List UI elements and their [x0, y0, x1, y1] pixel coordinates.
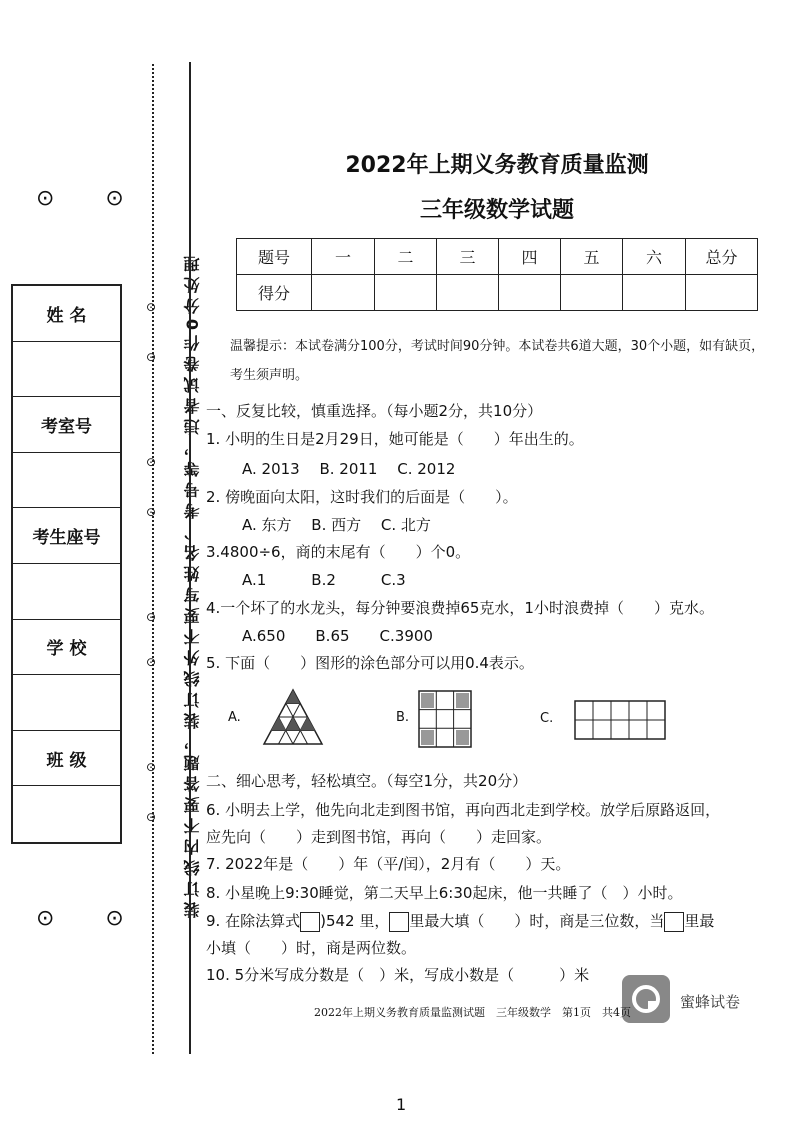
- blank-box: [300, 912, 320, 932]
- score-input-cell[interactable]: [437, 275, 499, 311]
- question-7: 7. 2022年是（ ）年（平/闰），2月有（ ）天。: [206, 855, 571, 873]
- binding-dotted-line: [152, 64, 154, 1054]
- score-input-cell[interactable]: [561, 275, 623, 311]
- score-table-cell: 二: [375, 239, 437, 275]
- score-table-cell: 六: [623, 239, 686, 275]
- question-1-options: A. 2013 B. 2011 C. 2012: [242, 460, 456, 478]
- info-label-class: 班 级: [13, 731, 120, 787]
- question-9-text: 542 里，: [325, 912, 390, 930]
- question-9-line1: [206, 910, 714, 932]
- info-field-room: [13, 453, 120, 509]
- question-9-text: 里最大填（ ）时，商是三位数，当: [409, 912, 665, 930]
- figure-c-strip: [574, 700, 666, 740]
- question-4-options: A.650 B.65 C.3900: [242, 627, 433, 645]
- exam-title: 2022年上期义务教育质量监测: [345, 153, 649, 178]
- binding-circles-top: ⊙ ⊙: [36, 186, 146, 211]
- exam-tip: 温馨提示：本试卷满分100分，考试时间90分钟。本试卷共6道大题，30个小题，如有缺页，考生须声明。: [230, 339, 765, 383]
- binding-dot-mark: ⊙: [146, 760, 157, 774]
- score-table-header-row: [237, 239, 758, 275]
- info-label-room: 考室号: [13, 397, 120, 453]
- figure-a-label: A.: [228, 710, 241, 725]
- info-field-school: [13, 675, 120, 731]
- score-table-cell: 题号: [237, 239, 312, 275]
- score-table-cell: 得分: [237, 275, 312, 311]
- section1-heading: 一、反复比较，慎重选择。（每小题2分，共10分）: [206, 402, 543, 420]
- binding-dot-mark: ⊙: [146, 455, 157, 469]
- question-9-text: 里最: [684, 912, 715, 930]
- figure-b-grid: [418, 690, 472, 748]
- info-field-name: [13, 342, 120, 398]
- question-9-line2: 小填（ ）时，商是两位数。: [206, 939, 417, 957]
- score-table-cell: 五: [561, 239, 623, 275]
- score-table-cell: 一: [312, 239, 375, 275]
- info-label-seat: 考生座号: [13, 508, 120, 564]
- binding-solid-line: [189, 62, 191, 1054]
- score-table: [236, 238, 758, 311]
- question-4: 4.一个坏了的水龙头，每分钟要浪费掉65克水，1小时浪费掉（ ）克水。: [206, 599, 714, 617]
- page-number: 1: [396, 1095, 407, 1114]
- binding-dot-mark: ⊙: [146, 655, 157, 669]
- score-input-cell[interactable]: [499, 275, 561, 311]
- score-input-cell[interactable]: [312, 275, 375, 311]
- page-footer: 2022年上期义务教育质量监测试题 三年级数学 第1页 共4页: [314, 1006, 631, 1019]
- question-2-options: A. 东方 B. 西方 C. 北方: [242, 516, 431, 534]
- binding-notice: 装订线内不要答题，装订线外不要写姓名、考号等，违者试卷作0分处理: [183, 250, 202, 918]
- student-info-box: [11, 284, 122, 844]
- question-8: 8. 小星晚上9:30睡觉，第二天早上6:30起床，他一共睡了（ ）小时。: [206, 884, 683, 902]
- blank-box: [389, 912, 409, 932]
- binding-dot-mark: ⊙: [146, 350, 157, 364]
- info-label-name: 姓 名: [13, 286, 120, 342]
- question-6-line1: 6. 小明去上学，他先向北走到图书馆，再向西北走到学校。放学后原路返回，: [206, 801, 721, 819]
- section2-heading: 二、细心思考，轻松填空。（每空1分，共20分）: [206, 772, 528, 790]
- score-table-score-row: [237, 275, 758, 311]
- figure-b-label: B.: [396, 710, 410, 725]
- score-input-cell[interactable]: [623, 275, 686, 311]
- question-10: 10. 5分米写成分数是（ ）米，写成小数是（ ）米: [206, 966, 590, 984]
- info-field-class: [13, 786, 120, 842]
- info-field-seat: [13, 564, 120, 620]
- division-bracket: ): [320, 912, 326, 930]
- blank-box: [664, 912, 684, 932]
- binding-dot-mark: ⊙: [146, 300, 157, 314]
- question-3: 3.4800÷6，商的末尾有（ ）个0。: [206, 543, 471, 561]
- figure-c-label: C.: [540, 711, 554, 726]
- figure-a-triangle: [262, 688, 324, 748]
- question-1: 1. 小明的生日是2月29日，她可能是（ ）年出生的。: [206, 430, 584, 448]
- binding-dot-mark: ⊙: [146, 610, 157, 624]
- question-3-options: A.1 B.2 C.3: [242, 571, 406, 589]
- question-6-line2: 应先向（ ）走到图书馆，再向（ ）走回家。: [206, 828, 552, 846]
- info-label-school: 学 校: [13, 620, 120, 676]
- score-input-cell[interactable]: [375, 275, 437, 311]
- score-table-cell: 总分: [686, 239, 758, 275]
- score-table-cell: 三: [437, 239, 499, 275]
- exam-subtitle: 三年级数学试题: [419, 198, 574, 223]
- question-2: 2. 傍晚面向太阳，这时我们的后面是（ ）。: [206, 488, 518, 506]
- question-5: 5. 下面（ ）图形的涂色部分可以用0.4表示。: [206, 654, 534, 672]
- question-9-text: 9. 在除法算式: [206, 912, 301, 930]
- watermark-text: 蜜蜂试卷: [680, 993, 741, 1011]
- binding-dot-mark: ⊙: [146, 810, 157, 824]
- binding-circles-bottom: ⊙ ⊙: [36, 906, 146, 931]
- score-table-cell: 四: [499, 239, 561, 275]
- score-input-cell[interactable]: [686, 275, 758, 311]
- binding-dot-mark: ⊙: [146, 505, 157, 519]
